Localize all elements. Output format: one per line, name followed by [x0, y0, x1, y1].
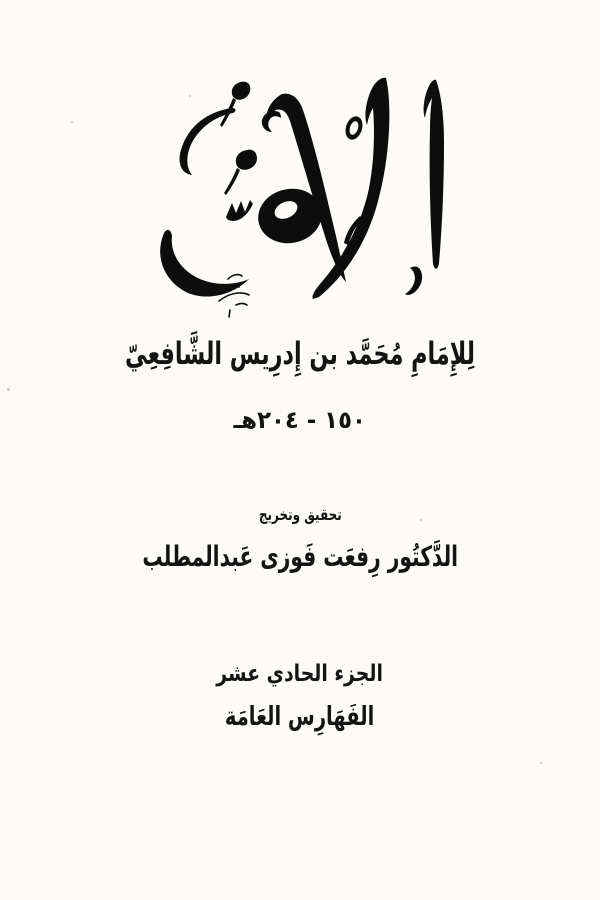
life-dates-line [0, 406, 600, 434]
title-calligraphy [140, 56, 520, 328]
volume-label-text: الجزء الحادي عشر [216, 661, 384, 687]
shadda-mark [226, 200, 253, 221]
lam-alif-ligature-stroke [267, 94, 346, 282]
life-dates-text: ١٥٠ - ٢٠٤هـ [233, 406, 367, 434]
tahqiq-label-line [0, 505, 600, 524]
calligrapher-signature [216, 275, 249, 317]
author-name-text: لِلإِمَامِ مُحَمَّد بن إِدرِيس الشَّافِعِيّ [124, 336, 476, 372]
damma-mark-lower [224, 150, 257, 195]
tahqiq-label-text: تحقيق وتخريج [258, 505, 342, 524]
editor-name-text: الدَّكتُور رِفعَت فَوزى عَبدالمطلب [142, 540, 458, 573]
scan-speck [540, 762, 542, 764]
alif-stroke [424, 80, 444, 269]
volume-label-line [0, 661, 600, 687]
comma-mark [405, 267, 422, 296]
scan-speck [71, 121, 73, 123]
hamza-mark [262, 111, 281, 132]
series-subtitle-text: الفَهَارِس العَامَة [225, 702, 375, 732]
title-calligraphy-svg [140, 56, 520, 328]
editor-line [0, 540, 600, 573]
author-line [0, 336, 600, 372]
scan-speck [7, 388, 10, 391]
damma-mark-upper [220, 82, 250, 127]
series-subtitle-line [0, 702, 600, 732]
meem-tail [160, 230, 249, 297]
